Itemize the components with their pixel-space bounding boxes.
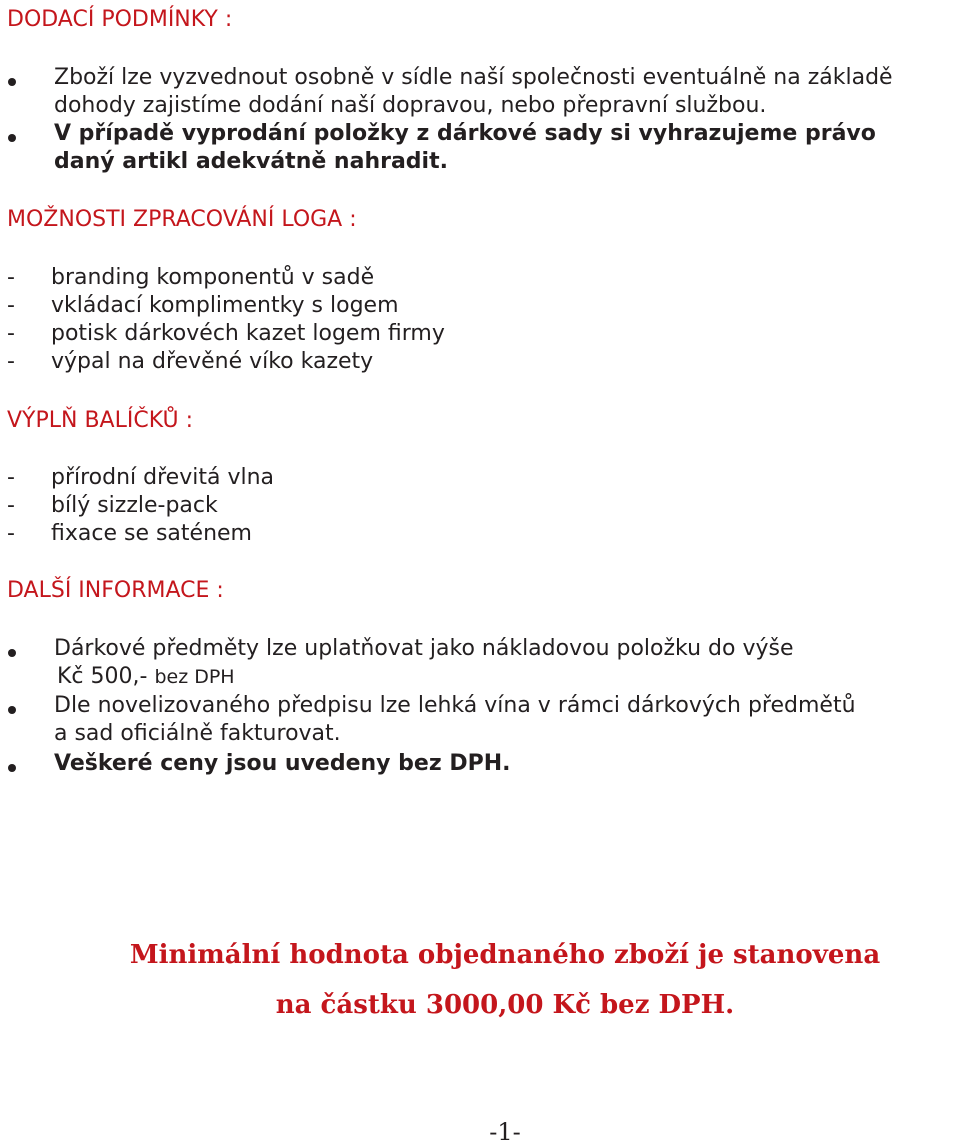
list-item	[0, 635, 960, 691]
heading-package-filling: VÝPLŇ BALÍČKŮ :	[7, 408, 194, 433]
list-item	[0, 492, 960, 520]
bullet-icon	[8, 649, 16, 657]
list-item-text: Veškeré ceny jsou uvedeny bez DPH.	[54, 751, 511, 776]
dash-marker: -	[7, 521, 15, 546]
list-item	[0, 692, 960, 748]
price-tax-note: bez DPH	[154, 666, 235, 688]
dash-marker: -	[7, 265, 15, 290]
dash-marker: -	[7, 349, 15, 374]
list-item	[0, 320, 960, 348]
dash-marker: -	[7, 293, 15, 318]
dash-marker: -	[7, 465, 15, 490]
price-amount: Kč 500,-	[57, 664, 155, 689]
list-item-text: potisk dárkovéch kazet logem firmy	[51, 321, 445, 346]
list-item	[0, 464, 960, 492]
list-item	[0, 64, 960, 120]
list-item	[0, 292, 960, 320]
page-number: -1-	[489, 1118, 521, 1146]
list-item	[0, 750, 960, 778]
heading-delivery-terms: DODACÍ PODMÍNKY :	[7, 7, 233, 32]
list-item-text: bílý sizzle-pack	[51, 493, 218, 518]
list-item-text	[57, 663, 235, 691]
bullet-icon	[8, 134, 16, 142]
list-item-text: vkládací komplimentky s logem	[51, 293, 399, 318]
list-item-text: výpal na dřevěné víko kazety	[51, 349, 374, 374]
list-item-text: Dle novelizovaného předpisu lze lehká vína v rámci dárkových předmětů	[54, 693, 856, 718]
list-item	[0, 120, 960, 176]
list-item-text: dohody zajistíme dodání naší dopravou, nebo přepravní službou.	[54, 93, 767, 118]
list-item	[0, 348, 960, 376]
list-item-text: fixace se saténem	[51, 521, 252, 546]
heading-additional-info: DALŠÍ INFORMACE :	[7, 578, 224, 603]
list-item-text: přírodní dřevitá vlna	[51, 465, 275, 490]
list-item	[0, 520, 960, 548]
list-item	[0, 264, 960, 292]
minimum-order-notice-line2: na částku 3000,00 Kč bez DPH.	[275, 990, 735, 1020]
bullet-icon	[8, 764, 16, 772]
bullet-icon	[8, 706, 16, 714]
list-item-text: Zboží lze vyzvednout osobně v sídle naší společnosti eventuálně na základě	[54, 65, 893, 90]
bullet-icon	[8, 78, 16, 86]
list-item-text: V případě vyprodání položky z dárkové sady si vyhrazujeme právo	[54, 121, 876, 146]
dash-marker: -	[7, 321, 15, 346]
minimum-order-notice-line1: Minimální hodnota objednaného zboží je stanovena	[129, 940, 881, 970]
list-item-text: daný artikl adekvátně nahradit.	[54, 149, 448, 174]
list-item-text: branding komponentů v sadě	[51, 265, 375, 290]
list-item-text: a sad oficiálně fakturovat.	[54, 721, 341, 746]
heading-logo-options: MOŽNOSTI ZPRACOVÁNÍ LOGA :	[7, 207, 357, 232]
list-item-text: Dárkové předměty lze uplatňovat jako nákladovou položku do výše	[54, 636, 794, 661]
dash-marker: -	[7, 493, 15, 518]
